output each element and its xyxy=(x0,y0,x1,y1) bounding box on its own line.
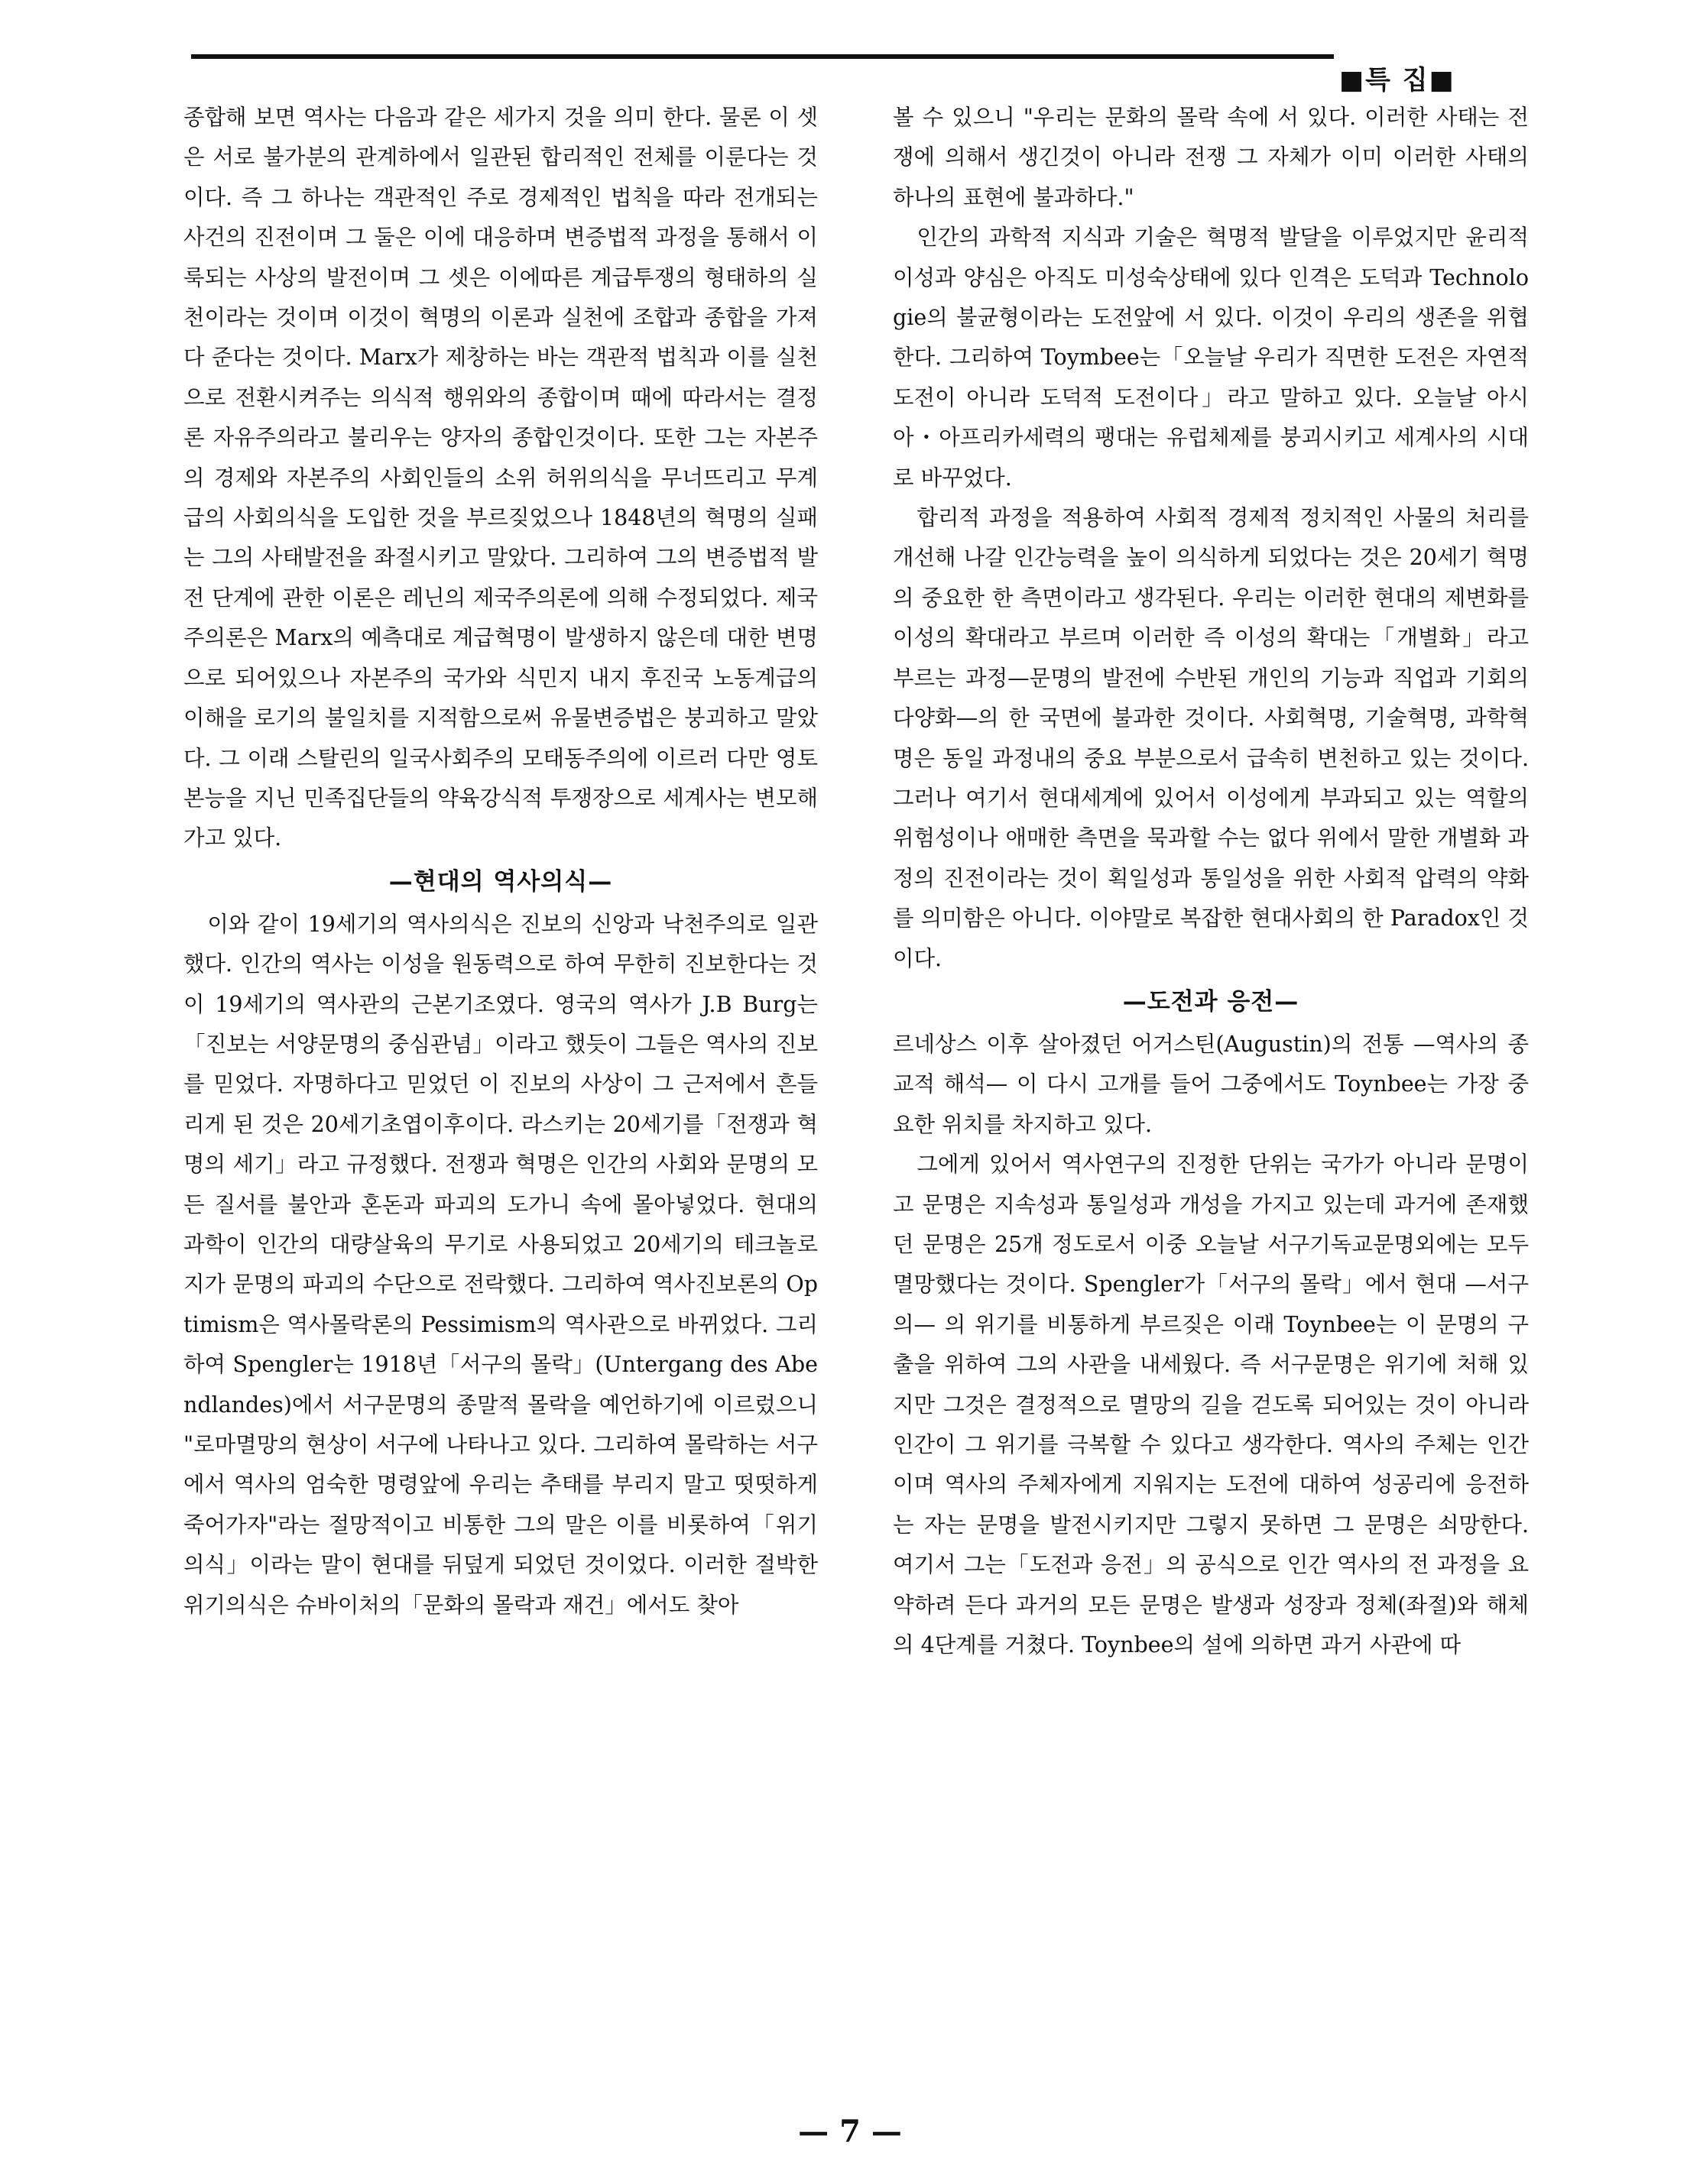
page-number: — 7 — xyxy=(798,2114,902,2150)
paragraph: 그에게 있어서 역사연구의 진정한 단위는 국가가 아니라 문명이고 문명은 지속성과 통일성과 개성을 가지고 있는데 과거에 존재했던 문명은 25개 정도로서 이중 오늘날 서구기독교문명외에는 모두 멸망했다는 것이다. Spengler가「서구의 몰락」에서 현대 —서구의— 의 위기를 비통하게 부르짖은 이래 Toynbee는 이 문명의 구출을 위하여 그의 사관을 내세웠다. 즉 서구문명은 위기에 처해 있지만 그것은 결정적으로 멸망의 길을 걷도록 되어있는 것이 아니라 인간이 그 위기를 극복할 수 있다고 생각한다. 역사의 주체는 인간이며 역사의 주체자에게 지워지는 도전에 대하여 성공리에 응전하는 자는 문명을 발전시키지만 그렇지 못하면 그 문명은 쇠망한다. 여기서 그는「도전과 응전」의 공식으로 인간 역사의 전 과정을 요약하려 든다 과거의 모든 문명은 발생과 성장과 정체(좌절)와 해체의 4단계를 거쳤다. Toynbee의 설에 의하면 과거 사관에 따 xyxy=(893,1152,1529,1658)
paragraph: 볼 수 있으니 "우리는 문화의 몰락 속에 서 있다. 이러한 사태는 전쟁에 의해서 생긴것이 아니라 전쟁 그 자체가 이미 이러한 사태의 하나의 표현에 불과하다." xyxy=(893,105,1529,210)
section-heading: —현대의 역사의식— xyxy=(388,867,613,896)
section-label: ■특 집■ xyxy=(1339,65,1455,96)
paragraph: 종합해 보면 역사는 다음과 같은 세가지 것을 의미 한다. 물론 이 셋은 서로 불가분의 관계하에서 일관된 합리적인 전체를 이룬다는 것이다. 즉 그 하나는 객관적인 주로 경제적인 법칙을 따라 전개되는 사건의 진전이며 그 둘은 이에 대응하며 변증법적 과정을 통해서 이룩되는 사상의 발전이며 그 셋은 이에따른 계급투쟁의 형태하의 실천이라는 것이며 이것이 혁명의 이론과 실천에 조합과 종합을 가져다 준다는 것이다. Marx가 제창하는 바는 객관적 법칙과 이를 실천으로 전환시켜주는 의식적 행위와의 종합이며 때에 따라서는 결정론 자유주의라고 불리우는 양자의 종합인것이다. 또한 그는 자본주의 경제와 자본주의 사회인들의 소위 허위의식을 무너뜨리고 무계급의 사회의식을 도입한 것을 부르짖었으나 1848년의 혁명의 실패는 그의 사태발전을 좌절시키고 말았다. 그리하여 그의 변증법적 발전 단계에 관한 이론은 레닌의 제국주의론에 의해 수정되었다. 제국주의론은 Marx의 예측대로 계급혁명이 발생하지 않은데 대한 변명으로 되어있으나 자본주의 국가와 식민지 내지 후진국 노동계급의 이해을 로기의 불일치를 지적함으로써 유물변증법은 붕괴하고 말았다. 그 이래 스탈린의 일국사회주의 모태동주의에 이르러 다만 영토본능을 지닌 민족집단들의 약육강식적 투쟁장으로 세계사는 변모해 가고 있다. xyxy=(183,105,818,851)
header-rule xyxy=(191,54,1334,59)
right-column xyxy=(893,98,1529,1665)
section-heading: —도전과 응전— xyxy=(1122,987,1299,1016)
paragraph: 르네상스 이후 살아졌던 어거스틴(Augustin)의 전통 —역사의 종교적 해석— 이 다시 고개를 들어 그중에서도 Toynbee는 가장 중요한 위치를 차지하고 있다. xyxy=(893,1031,1529,1137)
paragraph: 이와 같이 19세기의 역사의식은 진보의 신앙과 낙천주의로 일관했다. 인간의 역사는 이성을 원동력으로 하여 무한히 진보한다는 것이 19세기의 역사관의 근본기조였다. 영국의 역사가 J.B Burg는「진보는 서양문명의 중심관념」이라고 했듯이 그들은 역사의 진보를 믿었다. 자명하다고 믿었던 이 진보의 사상이 그 근저에서 흔들리게 된 것은 20세기초엽이후이다. 라스키는 20세기를「전쟁과 혁명의 세기」라고 규정했다. 전쟁과 혁명은 인간의 사회와 문명의 모든 질서를 불안과 혼돈과 파괴의 도가니 속에 몰아넣었다. 현대의 과학이 인간의 대량살육의 무기로 사용되었고 20세기의 테크놀로지가 문명의 파괴의 수단으로 전락했다. 그리하여 역사진보론의 Optimism은 역사몰락론의 Pessimism의 역사관으로 바뀌었다. 그리하여 Spengler는 1918년「서구의 몰락」(Untergang des Abendlandes)에서 서구문명의 종말적 몰락을 예언하기에 이르렀으니 "로마멸망의 현상이 서구에 나타나고 있다. 그리하여 몰락하는 서구에서 역사의 엄숙한 명령앞에 우리는 추태를 부리지 말고 떳떳하게 죽어가자"라는 절망적이고 비통한 그의 말은 이를 비롯하여「위기의식」이라는 말이 현대를 뒤덮게 되었던 것이었다. 이러한 절박한 위기의식은 슈바이처의「문화의 몰락과 재건」에서도 찾아 xyxy=(183,911,818,1618)
paragraph: 합리적 과정을 적용하여 사회적 경제적 정치적인 사물의 처리를 개선해 나갈 인간능력을 높이 의식하게 되었다는 것은 20세기 혁명의 중요한 한 측면이라고 생각된다. 우리는 이러한 현대의 제변화를 이성의 확대라고 부르며 이러한 즉 이성의 확대는「개별화」라고 부르는 과정—문명의 발전에 수반된 개인의 기능과 직업과 기회의 다양화—의 한 국면에 불과한 것이다. 사회혁명, 기술혁명, 과학혁명은 동일 과정내의 중요 부분으로서 급속히 변천하고 있는 것이다. 그러나 여기서 현대세계에 있어서 이성에게 부과되고 있는 역할의 위험성이나 애매한 측면을 묵과할 수는 없다 위에서 말한 개별화 과정의 진전이라는 것이 획일성과 통일성을 위한 사회적 압력의 약화를 의미함은 아니다. 이야말로 복잡한 현대사회의 한 Paradox인 것이다. xyxy=(893,505,1529,971)
left-column xyxy=(183,98,818,1625)
paragraph: 인간의 과학적 지식과 기술은 혁명적 발달을 이루었지만 윤리적 이성과 양심은 아직도 미성숙상태에 있다 인격은 도덕과 Technologie의 불균형이라는 도전앞에 서 있다. 이것이 우리의 생존을 위협한다. 그리하여 Toymbee는「오늘날 우리가 직면한 도전은 자연적 도전이 아니라 도덕적 도전이다」라고 말하고 있다. 오늘날 아시아・아프리카세력의 팽대는 유럽체제를 붕괴시키고 세계사의 시대로 바꾸었다. xyxy=(893,225,1529,491)
